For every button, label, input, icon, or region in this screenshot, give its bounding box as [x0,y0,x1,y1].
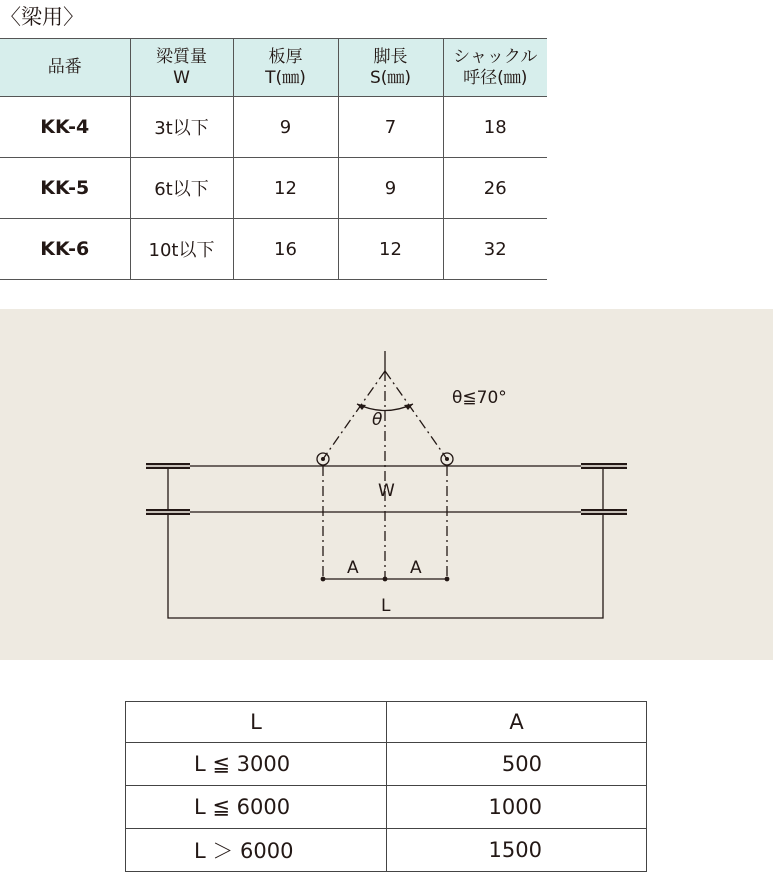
angle-note: θ≦70° [452,388,507,408]
header-shackle: シャックル 呼径(㎜) [443,39,547,97]
length-label: L [381,596,391,616]
leg-cell: 7 [338,97,443,158]
table-row [126,829,647,872]
lifting-diagram [0,309,773,660]
leg-cell: 12 [338,219,443,280]
header-leg-length: 脚長 S(㎜) [338,39,443,97]
weight-label: W [378,481,395,501]
a-value-cell: 1500 [387,829,647,872]
model-cell: KK-5 [0,158,130,219]
section-title: 〈梁用〉 [0,5,84,29]
leg-cell: 9 [338,158,443,219]
sling-right [385,371,447,459]
lifting-diagram-svg [0,309,773,660]
dim-dot-right [445,577,450,582]
header-l: L [126,702,387,743]
a-label-left: A [347,558,359,578]
shackle-pin-right [445,457,449,461]
theta-label: θ [372,410,383,430]
mass-cell: 10t以下 [130,219,233,280]
shackle-pin-left [321,457,325,461]
dim-dot-center [383,577,388,582]
length-header-row [126,702,647,743]
a-value-cell: 1000 [387,786,647,829]
mass-cell: 6t以下 [130,158,233,219]
spec-table [0,38,547,280]
shackle-cell: 26 [443,158,547,219]
table-row [126,786,647,829]
thickness-cell: 12 [233,158,338,219]
header-model: 品番 [0,39,130,97]
condition-cell: L ＞ 6000 [126,829,387,872]
mass-cell: 3t以下 [130,97,233,158]
flange-gap-bottom-right [581,511,627,513]
shackle-cell: 32 [443,219,547,280]
thickness-cell: 9 [233,97,338,158]
thickness-cell: 16 [233,219,338,280]
spec-header-row [0,39,547,97]
flange-gap-top-left [146,465,190,467]
header-a: A [387,702,647,743]
table-row [0,97,547,158]
shackle-cell: 18 [443,97,547,158]
flange-gap-top-right [581,465,627,467]
header-thickness: 板厚 T(㎜) [233,39,338,97]
condition-cell: L ≦ 3000 [126,743,387,786]
flange-gap-bottom-left [146,511,190,513]
table-row [0,158,547,219]
dim-dot-left [321,577,326,582]
model-cell: KK-4 [0,97,130,158]
a-label-right: A [410,558,422,578]
header-mass: 梁質量 W [130,39,233,97]
length-table [125,701,647,872]
condition-cell: L ≦ 6000 [126,786,387,829]
table-row [126,743,647,786]
table-row [0,219,547,280]
model-cell: KK-6 [0,219,130,280]
a-value-cell: 500 [387,743,647,786]
